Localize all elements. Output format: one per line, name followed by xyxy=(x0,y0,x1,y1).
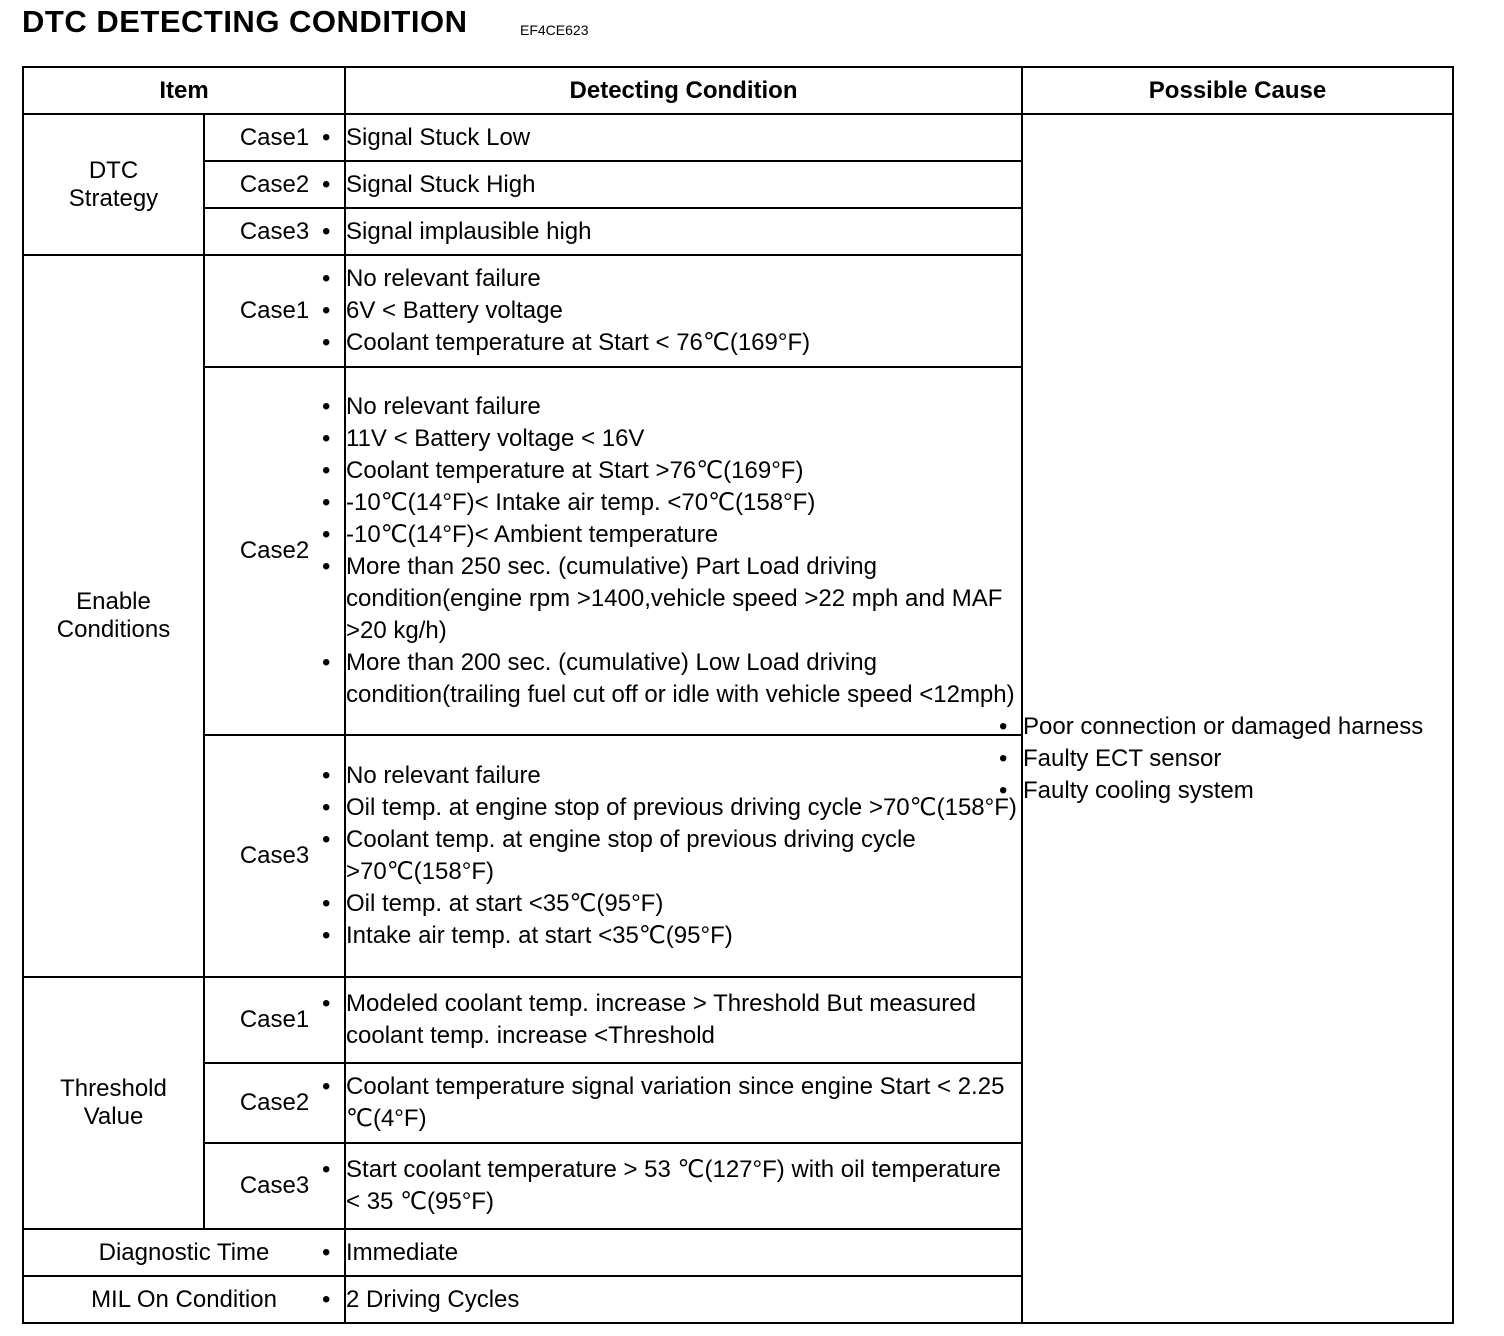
header-row xyxy=(23,67,1453,114)
header-condition: Detecting Condition xyxy=(345,67,1022,114)
case-label: Case3 xyxy=(204,1143,345,1229)
condition-cell xyxy=(345,161,1022,208)
case-label: Case1 xyxy=(204,977,345,1063)
list-item: • More than 250 sec. (cumulative) Part Load driving condition(engine rpm >1400,vehicle speed >22 mph and MAF >20 kg/h) xyxy=(346,551,1021,647)
case-label: Case1 xyxy=(204,114,345,161)
group-enable-conditions: Enable Conditions xyxy=(23,255,204,977)
header-cause: Possible Cause xyxy=(1022,67,1453,114)
list-item: • Coolant temperature at Start >76℃(169°F) xyxy=(346,455,1021,487)
diagnostic-time-label: Diagnostic Time xyxy=(23,1229,345,1276)
mil-label: MIL On Condition xyxy=(23,1276,345,1323)
header-item: Item xyxy=(23,67,345,114)
list-item: • Coolant temperature signal variation since engine Start < 2.25 ℃(4°F) xyxy=(346,1071,1021,1135)
group-dtc-strategy: DTC Strategy xyxy=(23,114,204,255)
case-label: Case3 xyxy=(204,735,345,977)
condition-cell xyxy=(345,255,1022,367)
list-item: • Modeled coolant temp. increase > Threshold But measured coolant temp. increase <Threshold xyxy=(346,988,1021,1052)
document-code: EF4CE623 xyxy=(520,22,589,38)
condition-cell xyxy=(345,208,1022,255)
list-item: • Start coolant temperature > 53 ℃(127°F) with oil temperature < 35 ℃(95°F) xyxy=(346,1154,1021,1218)
list-item: • Poor connection or damaged harness xyxy=(1023,711,1452,743)
list-item: • Coolant temperature at Start < 76℃(169°F) xyxy=(346,327,1021,359)
list-item: • More than 200 sec. (cumulative) Low Load driving condition(trailing fuel cut off or idle with vehicle speed <12mph) xyxy=(346,647,1021,711)
list-item: • Oil temp. at engine stop of previous driving cycle >70℃(158°F) xyxy=(346,792,1021,824)
list-item: • -10℃(14°F)< Intake air temp. <70℃(158°F) xyxy=(346,487,1021,519)
list-item: • Faulty ECT sensor xyxy=(1023,743,1452,775)
case-label: Case2 xyxy=(204,1063,345,1143)
list-item: • 11V < Battery voltage < 16V xyxy=(346,423,1021,455)
list-item: • -10℃(14°F)< Ambient temperature xyxy=(346,519,1021,551)
condition-cell xyxy=(345,977,1022,1063)
list-item: • Faulty cooling system xyxy=(1023,775,1452,807)
possible-cause-cell xyxy=(1022,114,1453,1323)
condition-cell xyxy=(345,1143,1022,1229)
case-label: Case3 xyxy=(204,208,345,255)
list-item: • Oil temp. at start <35℃(95°F) xyxy=(346,888,1021,920)
dtc-table xyxy=(22,66,1454,1324)
page-title: DTC DETECTING CONDITION xyxy=(22,4,468,39)
list-item: • Signal Stuck Low xyxy=(346,122,1021,154)
list-item: • Signal implausible high xyxy=(346,216,1021,248)
list-item: • Intake air temp. at start <35℃(95°F) xyxy=(346,920,1021,952)
list-item: • 6V < Battery voltage xyxy=(346,295,1021,327)
table-row xyxy=(23,114,1453,161)
case-label: Case2 xyxy=(204,161,345,208)
case-label: Case2 xyxy=(204,367,345,735)
list-item: • No relevant failure xyxy=(346,760,1021,792)
condition-cell xyxy=(345,367,1022,735)
list-item: • Coolant temp. at engine stop of previous driving cycle >70℃(158°F) xyxy=(346,824,1021,888)
list-item: • No relevant failure xyxy=(346,391,1021,423)
case-label: Case1 xyxy=(204,255,345,367)
diagnostic-time-value: • Immediate xyxy=(345,1229,1022,1276)
list-item: • No relevant failure xyxy=(346,263,1021,295)
mil-value: • 2 Driving Cycles xyxy=(345,1276,1022,1323)
list-item: • Signal Stuck High xyxy=(346,169,1021,201)
group-threshold-value: Threshold Value xyxy=(23,977,204,1229)
condition-cell xyxy=(345,114,1022,161)
condition-cell xyxy=(345,1063,1022,1143)
condition-cell xyxy=(345,735,1022,977)
